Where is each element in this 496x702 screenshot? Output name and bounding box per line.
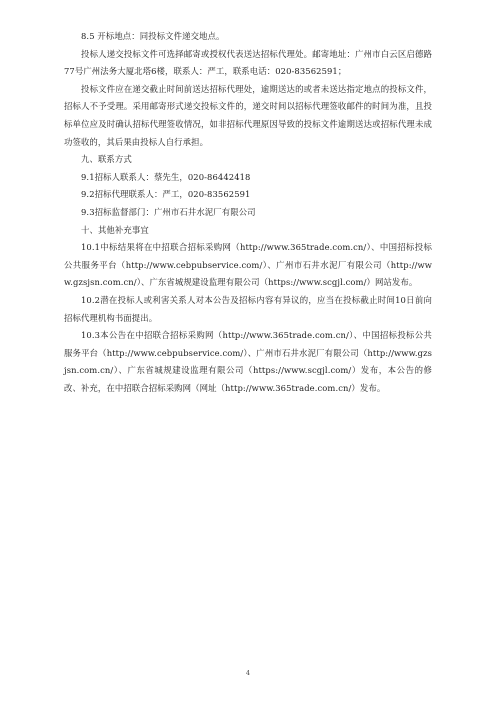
document-body	[64, 28, 432, 397]
paragraph-submission-deadline: 投标文件应在递交截止时间前送达招标代理处，逾期送达的或者未送达指定地点的投标文件，招标人不予受理。采用邮寄形式递交投标文件的，递交时间以招标代理签收邮件的时间为准，且投标单位应及时确认招标代理签收情况，如非招标代理原因导致的投标文件逾期送达或招标代理未成功签收的，其后果由投标人自行承担。	[64, 83, 432, 147]
section-heading-contact: 九、联系方式	[81, 154, 132, 165]
section-heading-other-matters: 十、其他补充事宜	[81, 224, 149, 235]
paragraph-tenderer-contact: 9.1招标人联系人：蔡先生，020-86442418	[81, 171, 251, 182]
page-number: 4	[245, 669, 251, 677]
paragraph-agent-contact: 9.2招标代理联系人：严工，020-83562591	[81, 189, 251, 200]
paragraph-result-publication: 10.1中标结果将在中招联合招标采购网（http://www.365trade.com.cn/）、中国招标投标公共服务平台（http://www.cebpubservice.com/）、广州市石井水泥厂有限公司（http://www.gzsjsn.com.cn/）、广东省城规建设监理有限公司（https://www.scgjl.com/）网站发布。	[64, 242, 432, 288]
paragraph-announcement-publication: 10.3本公告在中招联合招标采购网（http://www.365trade.com.cn/）、中国招标投标公共服务平台（http://www.cebpubservice.com/）、广州市石井水泥厂有限公司（http://www.gzsjsn.com.cn/）、广东省城规建设监理有限公司（https://www.scgjl.com/）发布，本公告的修改、补充，在中招联合招标采购网（网址（http://www.365trade.com.cn/）发布。	[64, 330, 433, 393]
paragraph-submission-method: 投标人递交投标文件可选择邮寄或授权代表送达招标代理处。邮寄地址：广州市白云区启德路77号广州法务大厦北塔6楼，联系人：严工，联系电话：020-83562591；	[64, 48, 432, 77]
paragraph-bid-opening-location: 8.5 开标地点：同投标文件递交地点。	[81, 31, 225, 41]
paragraph-supervision-department: 9.3招标监督部门：广州市石井水泥厂有限公司	[81, 206, 256, 217]
paragraph-objection: 10.2潜在投标人或利害关系人对本公告及招标内容有异议的，应当在投标截止时间10日前向招标代理机构书面提出。	[64, 294, 432, 323]
